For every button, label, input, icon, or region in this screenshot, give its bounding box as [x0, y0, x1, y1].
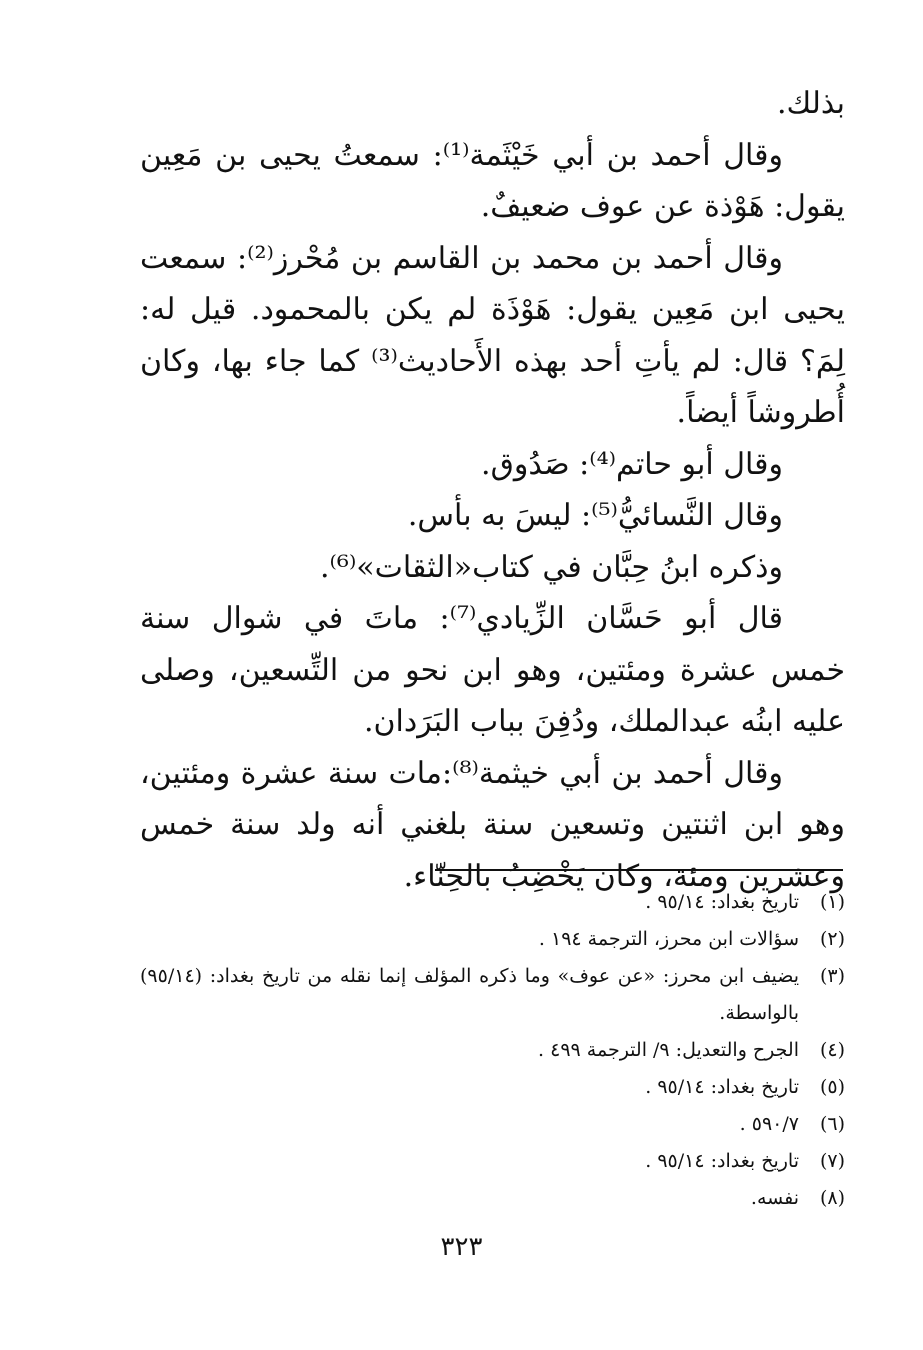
- footnote-number: (١): [819, 891, 845, 913]
- footnote: [140, 921, 845, 958]
- footnote-number: (٤): [819, 1039, 845, 1061]
- footnote-separator: [435, 869, 843, 871]
- footnote-text: الجرح والتعديل: ٩/ الترجمة ٤٩٩ .: [538, 1039, 799, 1061]
- main-text: [140, 78, 845, 902]
- paragraph: وذكره ابنُ حِبَّان في كتاب«الثقات»⁽⁶⁾.: [320, 549, 783, 585]
- paragraph: بذلك.: [776, 86, 845, 121]
- footnote-text: نفسه.: [750, 1187, 799, 1209]
- footnote: [140, 884, 845, 921]
- footnote: [140, 958, 845, 1032]
- footnote-text: تاريخ بغداد: ٩٥/١٤ .: [645, 1076, 799, 1098]
- page-number: ٣٢٣: [440, 1232, 483, 1262]
- paragraph: وقال أحمد بن أبي خيثمة⁽⁸⁾:مات سنة عشرة ومئتين، وهو ابن اثنتين وتسعين سنة بلغني أنه ولد سنة خمس وعشرين ومئة، وكان يَخْضِبُ بالحِنّاء.: [140, 755, 845, 894]
- footnote-number: (٣): [819, 965, 845, 987]
- footnote-text: ٥٩٠/٧ .: [739, 1113, 799, 1135]
- footnote-text: تاريخ بغداد: ٩٥/١٤ .: [645, 891, 799, 913]
- paragraph: وقال أحمد بن محمد بن القاسم بن مُحْرز⁽²⁾: سمعت يحيى ابن مَعِين يقول: هَوْذَة لم يكن بالمحمود. قيل له: لِمَ؟ قال: لم يأتِ أحد بهذه الأَحاديث⁽³⁾ كما جاء بها، وكان أُطروشاً أيضاً.: [140, 240, 846, 430]
- paragraph: قال أبو حَسَّان الزِّيادي⁽⁷⁾: ماتَ في شوال سنة خمس عشرة ومئتين، وهو ابن نحو من التِّسعين، وصلى عليه ابنُه عبدالملك، ودُفِنَ بباب البَرَدان.: [140, 601, 845, 739]
- footnote: [140, 1180, 845, 1217]
- paragraph: وقال النَّسائيُّ⁽⁵⁾: ليسَ به بأس.: [407, 498, 783, 533]
- footnote-text: تاريخ بغداد: ٩٥/١٤ .: [645, 1150, 799, 1172]
- footnote-number: (٢): [819, 928, 845, 950]
- footnote: [140, 1032, 845, 1069]
- footnote-number: (٦): [819, 1113, 845, 1135]
- footnotes: [140, 884, 845, 1217]
- footnote: [140, 1143, 845, 1180]
- footnote: [140, 1069, 845, 1106]
- paragraph: وقال أحمد بن أبي خَيْثَمة⁽¹⁾: سمعتُ يحيى بن مَعِين يقول: هَوْذة عن عوف ضعيفٌ.: [140, 137, 845, 224]
- footnote-text: سؤالات ابن محرز، الترجمة ١٩٤ .: [538, 928, 799, 950]
- paragraph: وقال أبو حاتم⁽⁴⁾: صَدُوق.: [481, 446, 783, 482]
- footnote: [140, 1106, 845, 1143]
- footnote-number: (٨): [819, 1187, 845, 1209]
- footnote-number: (٧): [819, 1150, 845, 1172]
- footnote-number: (٥): [819, 1076, 845, 1098]
- footnote-text: يضيف ابن محرز: «عن عوف» وما ذكره المؤلف إنما نقله من تاريخ بغداد: (٩٥/١٤) بالواسطة.: [140, 965, 799, 1024]
